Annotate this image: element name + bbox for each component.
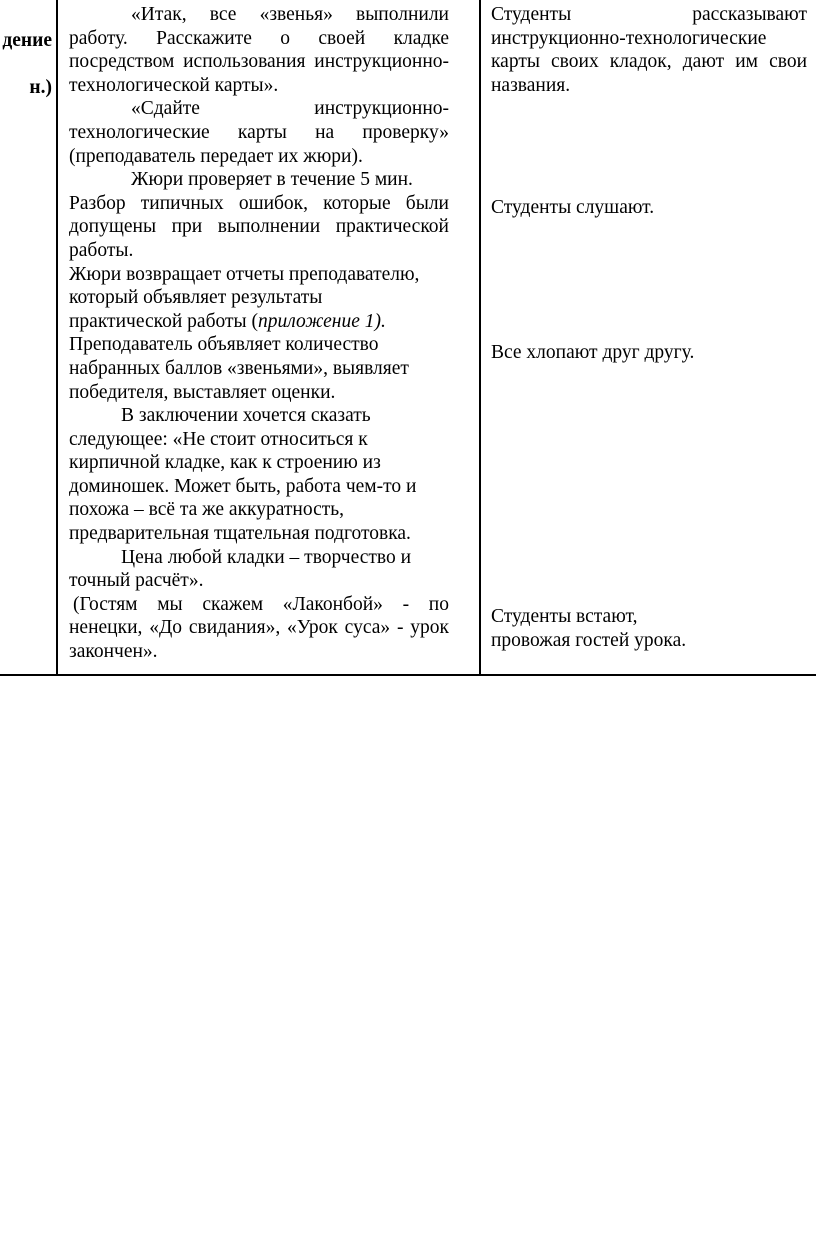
appendix-suffix: . bbox=[380, 310, 386, 332]
teacher-paragraph-6 bbox=[69, 333, 449, 404]
teacher-paragraph-1: «Итак, все «звенья» выполнили работу. Расскажите о своей кладке посредством использования инструкционно-технологической карты». bbox=[69, 4, 449, 96]
stage-text-line-2: н.) bbox=[29, 77, 52, 98]
teacher-paragraph-8 bbox=[69, 546, 449, 593]
table-bottom-border bbox=[0, 674, 816, 676]
teacher-paragraph-5 bbox=[69, 263, 449, 334]
teacher-paragraph-2: «Сдайте инструкционно-технологические карты на проверку» (преподаватель передает их жюри). bbox=[69, 98, 449, 167]
students-row-4 bbox=[491, 605, 807, 652]
teacher-paragraph-7-line-4: доминошек. Может быть, работа чем-то и bbox=[69, 475, 417, 497]
teacher-paragraph-9: (Гостям мы скажем «Лаконбой» - по ненецки, «До свидания», «Урок суса» - урок закончен». bbox=[69, 593, 449, 663]
appendix-prefix: практической работы ( bbox=[69, 310, 258, 332]
teacher-paragraph-7-line-6: предварительная тщательная подготовка. bbox=[69, 523, 411, 545]
column-divider-1 bbox=[56, 0, 58, 674]
students-row-1: Студенты рассказывают инструкционно-технологические карты своих кладок, дают им свои названия. bbox=[491, 4, 807, 96]
teacher-paragraph-6-line-3: победителя, выставляет оценки. bbox=[69, 381, 336, 403]
teacher-paragraph-5-line-1: Жюри возвращает отчеты преподавателю, bbox=[69, 263, 420, 285]
students-activity-cell bbox=[491, 0, 807, 651]
teacher-paragraph-7-line-3: кирпичной кладке, как к строению из bbox=[69, 452, 381, 474]
teacher-paragraph-7-line-1: В заключении хочется сказать bbox=[121, 405, 371, 427]
teacher-paragraph-5-line-3 bbox=[69, 310, 449, 334]
teacher-paragraph-8-line-2: точный расчёт». bbox=[69, 570, 204, 592]
teacher-paragraph-7-line-2: следующее: «Не стоит относиться к bbox=[69, 428, 368, 450]
teacher-paragraph-6-line-1: Преподаватель объявляет количество bbox=[69, 334, 379, 356]
appendix-reference: приложение 1) bbox=[257, 310, 381, 332]
students-row-4-line-2: провожая гостей урока. bbox=[491, 629, 687, 651]
column-divider-2 bbox=[479, 0, 481, 674]
teacher-paragraph-4: Разбор типичных ошибок, которые были допущены при выполнении практической работы. bbox=[69, 192, 449, 261]
teacher-paragraph-6-line-2: набранных баллов «звеньями», выявляет bbox=[69, 357, 409, 379]
students-row-2: Студенты слушают. bbox=[491, 197, 655, 218]
students-row-4-line-1: Студенты встают, bbox=[491, 606, 638, 627]
teacher-paragraph-3: Жюри проверяет в течение 5 мин. bbox=[131, 169, 413, 191]
teacher-paragraph-5-line-2: который объявляет результаты bbox=[69, 287, 323, 309]
teacher-paragraph-7-line-5: похожа – всё та же аккуратность, bbox=[69, 499, 345, 521]
stage-text-line-1: дение bbox=[2, 30, 52, 51]
stage-cell bbox=[0, 0, 56, 674]
teacher-activity-cell bbox=[69, 0, 449, 664]
teacher-paragraph-8-line-1: Цена любой кладки – творчество и bbox=[121, 546, 412, 568]
teacher-paragraph-7 bbox=[69, 404, 449, 546]
students-row-3: Все хлопают друг другу. bbox=[491, 342, 695, 363]
